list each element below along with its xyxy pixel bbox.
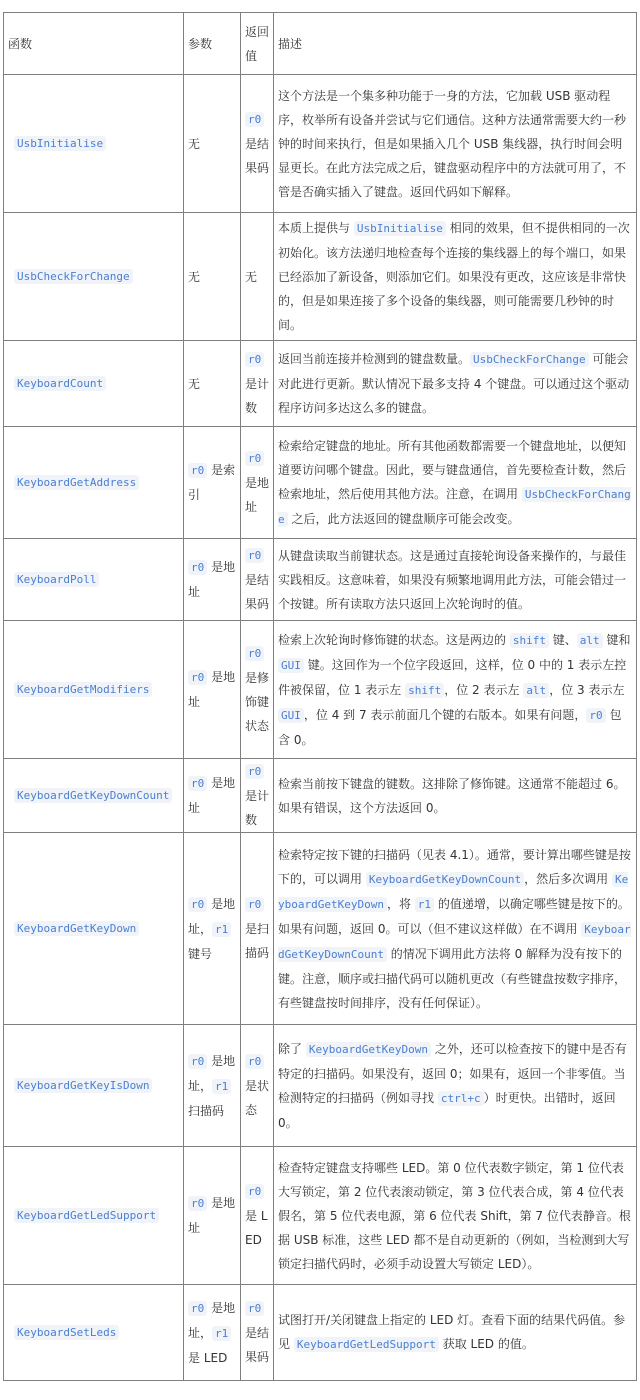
- text-segment: 无: [188, 136, 201, 151]
- params-cell: [184, 759, 241, 833]
- text-segment: 键号: [188, 946, 213, 961]
- code-token: KeyboardGetKeyDown: [306, 1042, 431, 1057]
- code-token: shift: [405, 683, 444, 698]
- text-segment: 返回当前连接并检测到的键盘数量。: [278, 352, 471, 366]
- code-token: KeyboardGetLedSupport: [294, 1337, 439, 1352]
- function-name-cell: [4, 539, 184, 621]
- text-segment: 相同的效果，但不提供相同的一次初始化。该方法递归地检查每个连接的集线器上的每个端口，如果已经添加了新设备，则添加它们。如果没有更改，这应该是非常快的，但是如果连接了多个设备的集线器，则可能需要几秒钟的时间。: [278, 221, 630, 332]
- description-cell: [274, 1285, 637, 1381]
- params-cell: [184, 833, 241, 1025]
- code-token: r0: [245, 112, 264, 127]
- text-segment: 键和: [602, 632, 631, 647]
- code-token: GUI: [278, 658, 304, 673]
- params-cell: [184, 539, 241, 621]
- function-name-cell: [4, 1025, 184, 1147]
- text-segment: 之后，此方法返回的键盘顺序可能会改变。: [287, 511, 520, 526]
- text-segment: 的值递增，以确定哪些键是按下的。如果有问题，返回 0。可以（但不建议这样做）在不调用: [278, 896, 630, 936]
- description-cell: [274, 833, 637, 1025]
- api-function-table: [3, 12, 637, 1381]
- code-token: shift: [510, 633, 549, 648]
- description-cell: [274, 621, 637, 759]
- table-row: [4, 1025, 637, 1147]
- function-name: KeyboardPoll: [14, 572, 99, 587]
- function-name: KeyboardGetKeyDown: [14, 921, 139, 936]
- function-name-cell: [4, 759, 184, 833]
- description-cell: [274, 75, 637, 213]
- code-token: GUI: [278, 708, 304, 723]
- text-segment: 检索给定键盘的地址。所有其他函数都需要一个键盘地址，以便知道要访问哪个键盘。因此，要与键盘通信，首先要检查计数，然后检索地址，然后使用其他方法。注意，在调用: [278, 438, 627, 501]
- code-token: r0: [245, 451, 264, 466]
- text-segment: 检索当前按下键盘的键数。这排除了修饰键。这通常不能超过 6。如果有错误，这个方法返回 0。: [278, 776, 626, 815]
- text-segment: 是地址: [188, 776, 236, 815]
- function-name: KeyboardGetKeyDownCount: [14, 788, 172, 803]
- text-segment: ，位 2 表示左: [444, 682, 524, 697]
- text-segment: 是计数: [245, 789, 270, 827]
- text-segment: 无: [188, 269, 201, 284]
- params-cell: [184, 213, 241, 341]
- params-cell: [184, 75, 241, 213]
- header-function: 函数: [4, 13, 184, 75]
- return-cell: [241, 1147, 274, 1285]
- text-segment: 从键盘读取当前键状态。这是通过直接轮询设备来操作的，与最佳实践相反。这意味着，如果没有频繁地调用此方法，可能会错过一个按键。所有读取方法只返回上次轮询时的值。: [278, 548, 627, 611]
- code-token: KeyboardGetKeyDown: [278, 872, 629, 911]
- code-token: r1: [212, 1079, 231, 1094]
- code-token: UsbCheckForChange: [470, 352, 589, 367]
- code-token: UsbInitialise: [354, 221, 446, 236]
- function-name-cell: [4, 621, 184, 759]
- function-name-cell: [4, 341, 184, 427]
- code-token: r0: [188, 1054, 207, 1069]
- text-segment: 是 LED: [188, 1350, 228, 1365]
- function-name-cell: [4, 1285, 184, 1381]
- code-token: r0: [245, 764, 264, 779]
- params-cell: [184, 341, 241, 427]
- return-cell: [241, 759, 274, 833]
- function-name-cell: [4, 833, 184, 1025]
- text-segment: 是扫描码: [245, 922, 270, 960]
- params-cell: [184, 621, 241, 759]
- text-segment: ，位 3 表示左: [549, 682, 625, 697]
- text-segment: 检索上次轮询时修饰键的状态。这是两边的: [278, 632, 510, 647]
- table-row: [4, 833, 637, 1025]
- code-token: r1: [415, 897, 434, 912]
- code-token: r0: [188, 776, 207, 791]
- description-cell: [274, 1147, 637, 1285]
- function-name-cell: [4, 427, 184, 539]
- table-body: [4, 75, 637, 1381]
- function-name: KeyboardGetLedSupport: [14, 1208, 159, 1223]
- text-segment: 除了: [278, 1041, 306, 1056]
- header-return: 返回值: [241, 13, 274, 75]
- return-cell: [241, 213, 274, 341]
- function-name: KeyboardGetKeyIsDown: [14, 1078, 152, 1093]
- return-cell: [241, 341, 274, 427]
- return-cell: [241, 539, 274, 621]
- text-segment: 本质上提供与: [278, 221, 354, 235]
- text-segment: 是结果码: [245, 137, 270, 175]
- text-segment: 检查特定键盘支持哪些 LED。第 0 位代表数字锁定，第 1 位代表大写锁定，第 2 位代表滚动锁定，第 3 位代表合成，第 4 位代表假名，第 5 位代表电源，第 6 位代表 Shift，第 7 位代表静音。根据 USB 标准，这些 LED 都不是自动更新的（例如，当检测到大写锁定扫描代码时，必须手动设置大写锁定 LED）。: [278, 1160, 631, 1271]
- code-token: r0: [245, 548, 264, 563]
- text-segment: 是结果码: [245, 573, 270, 611]
- text-segment: 这个方法是一个集多种功能于一身的方法，它加载 USB 驱动程序，枚举所有设备并尝试与它们通信。这种方法通常需要大约一秒钟的时间来执行，但是如果插入几个 USB 集线器，执行时间会明显更长。在此方法完成之后，键盘驱动程序中的方法就可用了，不管是否确实插入了键盘。返回代码如下解释。: [278, 88, 627, 199]
- params-cell: [184, 1025, 241, 1147]
- description-cell: [274, 539, 637, 621]
- table-row: [4, 427, 637, 539]
- code-token: r0: [188, 670, 207, 685]
- code-token: r0: [188, 897, 207, 912]
- code-token: r0: [245, 897, 264, 912]
- return-cell: [241, 75, 274, 213]
- code-token: r0: [188, 1301, 207, 1316]
- params-cell: [184, 1285, 241, 1381]
- code-token: UsbCheckForChange: [278, 487, 631, 526]
- text-segment: 是索引: [188, 463, 236, 502]
- text-segment: 试图打开/关闭键盘上指定的 LED 灯。查看下面的结果代码值。参见: [278, 1313, 626, 1351]
- text-segment: 是地址: [188, 560, 236, 599]
- text-segment: 获取 LED 的值。: [438, 1337, 534, 1351]
- text-segment: 是地址: [188, 670, 236, 709]
- params-cell: [184, 427, 241, 539]
- text-segment: 是地址，: [188, 1053, 236, 1093]
- code-token: ctrl+c: [438, 1091, 484, 1106]
- text-segment: 是状态: [245, 1079, 270, 1117]
- text-segment: 是计数: [245, 377, 270, 415]
- code-token: r1: [212, 922, 231, 937]
- table-row: [4, 1147, 637, 1285]
- code-token: alt: [577, 633, 603, 648]
- code-token: r0: [245, 646, 264, 661]
- text-segment: ）时更快。出错时，返回 0。: [278, 1090, 616, 1130]
- text-segment: 是修饰键状态: [245, 671, 270, 733]
- text-segment: 键、: [548, 632, 577, 647]
- description-cell: [274, 213, 637, 341]
- code-token: r0: [188, 1196, 207, 1211]
- description-cell: [274, 1025, 637, 1147]
- text-segment: 的情况下调用此方法将 0 解释为没有按下的键。注意，顺序或扫描代码可以随机更改（有些键盘按数字排序，有些键盘按时间排序，没有任何保证）。: [278, 946, 627, 1010]
- return-cell: [241, 1025, 274, 1147]
- text-segment: 扫描码: [188, 1103, 225, 1118]
- description-cell: [274, 759, 637, 833]
- return-cell: [241, 621, 274, 759]
- function-name: KeyboardGetAddress: [14, 475, 139, 490]
- text-segment: 之外，还可以检查按下的键中是否有特定的扫描码。如果没有，返回 0；如果有，返回一个非零值。当检测特定的扫描码（例如寻找: [278, 1041, 627, 1105]
- table-header-row: [4, 13, 637, 75]
- text-segment: 无: [245, 269, 258, 284]
- code-token: KeyboardGetKeyDownCount: [366, 872, 524, 887]
- function-name: KeyboardGetModifiers: [14, 682, 152, 697]
- text-segment: 是地址，: [188, 1300, 236, 1340]
- header-description: 描述: [274, 13, 637, 75]
- code-token: r1: [212, 1326, 231, 1341]
- return-cell: [241, 833, 274, 1025]
- table-row: [4, 75, 637, 213]
- table-row: [4, 1285, 637, 1381]
- text-segment: 是地址，: [188, 896, 236, 936]
- header-params: 参数: [184, 13, 241, 75]
- text-segment: 是地址: [188, 1196, 236, 1235]
- code-token: r0: [245, 1301, 264, 1316]
- text-segment: 包含 0。: [278, 707, 622, 747]
- description-cell: [274, 341, 637, 427]
- table-row: [4, 341, 637, 427]
- text-segment: ，位 4 到 7 表示前面几个键的右版本。如果有问题，: [303, 707, 587, 722]
- code-token: r0: [245, 1184, 264, 1199]
- function-name: KeyboardSetLeds: [14, 1325, 119, 1340]
- table-row: [4, 621, 637, 759]
- table-row: [4, 539, 637, 621]
- table-row: [4, 213, 637, 341]
- code-token: r0: [188, 463, 207, 478]
- function-name-cell: [4, 1147, 184, 1285]
- function-name: KeyboardCount: [14, 376, 106, 391]
- text-segment: 是地址: [245, 476, 270, 514]
- text-segment: 是结果码: [245, 1326, 270, 1364]
- text-segment: ，将: [386, 896, 415, 911]
- text-segment: 是 LED: [245, 1209, 268, 1247]
- table-row: [4, 759, 637, 833]
- code-token: KeyboardGetKeyDownCount: [278, 922, 631, 961]
- text-segment: ，然后多次调用: [524, 871, 612, 886]
- text-segment: 检索特定按下键的扫描码（见表 4.1）。通常，要计算出哪些键是按下的，可以调用: [278, 847, 631, 886]
- description-cell: [274, 427, 637, 539]
- return-cell: [241, 1285, 274, 1381]
- text-segment: 键。这回作为一个位字段返回，这样，位 0 中的 1 表示左控件被保留，位 1 表示左: [278, 657, 627, 697]
- text-segment: 无: [188, 376, 201, 391]
- code-token: r0: [245, 352, 264, 367]
- text-segment: 可能会对此进行更新。默认情况下最多支持 4 个键盘。可以通过这个驱动程序访问多达这么多的键盘。: [278, 352, 630, 415]
- return-cell: [241, 427, 274, 539]
- code-token: r0: [586, 708, 605, 723]
- code-token: r0: [188, 560, 207, 575]
- params-cell: [184, 1147, 241, 1285]
- code-token: r0: [245, 1054, 264, 1069]
- function-name: UsbCheckForChange: [14, 269, 133, 284]
- function-name: UsbInitialise: [14, 136, 106, 151]
- code-token: alt: [523, 683, 549, 698]
- function-name-cell: [4, 75, 184, 213]
- function-name-cell: [4, 213, 184, 341]
